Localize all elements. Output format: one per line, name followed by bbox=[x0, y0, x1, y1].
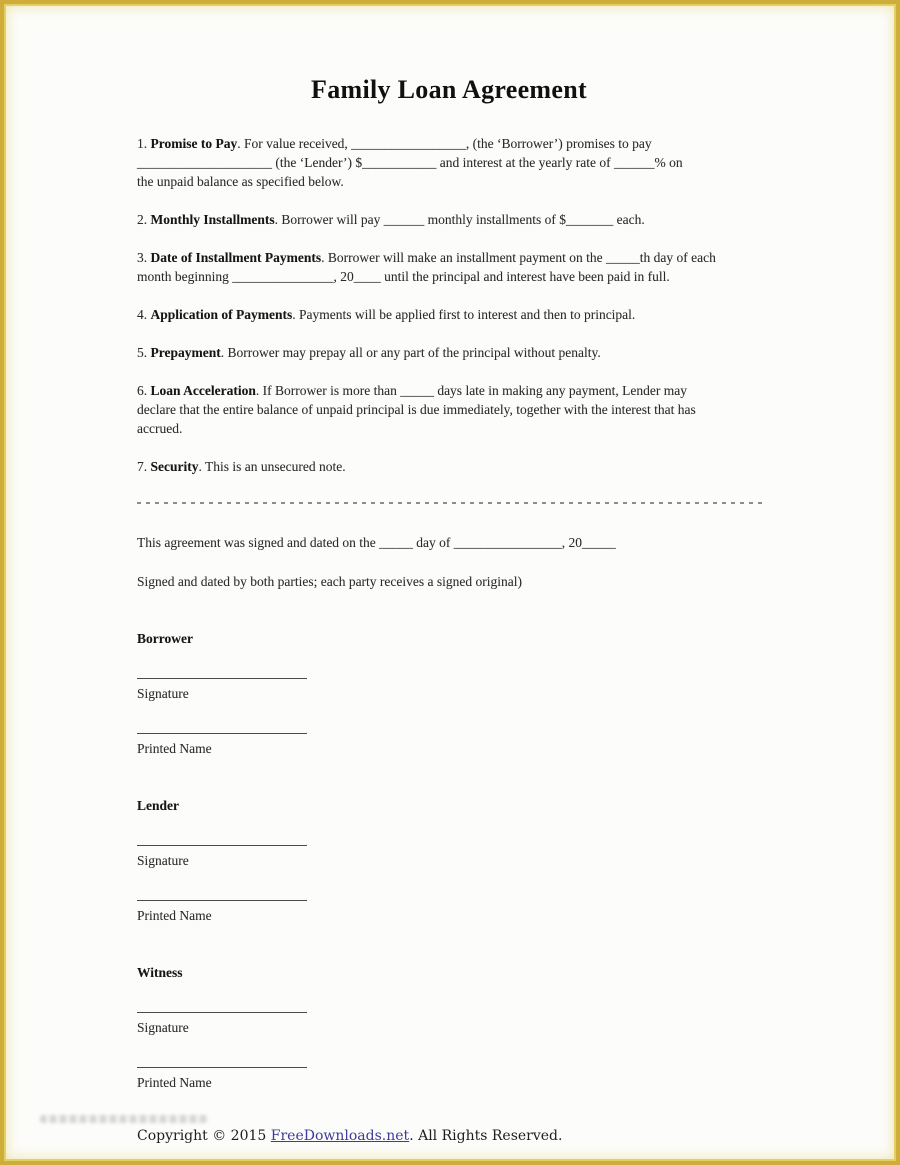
clause-text-line: declare that the entire balance of unpaid principal is due immediately, together with the interest that has bbox=[137, 402, 696, 417]
printed-name-line bbox=[137, 900, 307, 901]
signed-parties-line: Signed and dated by both parties; each party receives a signed original) bbox=[137, 574, 522, 589]
clause-text: . Payments will be applied first to interest and then to principal. bbox=[292, 307, 636, 322]
clause-2 bbox=[137, 210, 761, 229]
clause-4 bbox=[137, 305, 761, 324]
signature-label: Signature bbox=[137, 686, 189, 701]
clause-5 bbox=[137, 343, 761, 362]
clause-heading: Monthly Installments bbox=[150, 212, 275, 227]
printed-name-line bbox=[137, 1067, 307, 1068]
copyright-suffix: . All Rights Reserved. bbox=[409, 1128, 563, 1144]
clause-heading: Promise to Pay bbox=[150, 136, 238, 151]
freedownloads-link[interactable]: FreeDownloads.net bbox=[270, 1128, 410, 1144]
printed-name-line bbox=[137, 733, 307, 734]
clause-text: . For value received, _________________, (the ‘Borrower’) promises to pay bbox=[237, 136, 652, 151]
printed-name-label: Printed Name bbox=[137, 908, 212, 923]
witness-section bbox=[137, 963, 761, 1092]
clause-number: 6. bbox=[137, 383, 148, 398]
clause-number: 1. bbox=[137, 136, 148, 151]
printed-name-label: Printed Name bbox=[137, 1075, 212, 1090]
clause-3 bbox=[137, 248, 761, 286]
signed-dated-line: This agreement was signed and dated on the _____ day of ________________, 20_____ bbox=[137, 535, 616, 550]
document-title: Family Loan Agreement bbox=[311, 75, 587, 104]
clause-text-line: month beginning _______________, 20____ until the principal and interest have been paid in full. bbox=[137, 269, 670, 284]
clause-number: 3. bbox=[137, 250, 148, 265]
clause-heading: Date of Installment Payments bbox=[150, 250, 322, 265]
borrower-section bbox=[137, 629, 761, 758]
copyright-text bbox=[137, 1127, 761, 1145]
signature-label: Signature bbox=[137, 1020, 189, 1035]
clause-number: 5. bbox=[137, 345, 148, 360]
clause-text: . Borrower may prepay all or any part of the principal without penalty. bbox=[220, 345, 601, 360]
signature-label: Signature bbox=[137, 853, 189, 868]
clause-heading: Prepayment bbox=[150, 345, 221, 360]
clause-text-line: the unpaid balance as specified below. bbox=[137, 174, 344, 189]
signature-line bbox=[137, 1012, 307, 1013]
clause-number: 2. bbox=[137, 212, 148, 227]
section-heading-lender: Lender bbox=[137, 798, 179, 813]
clause-7 bbox=[137, 457, 761, 476]
clause-heading: Application of Payments bbox=[150, 307, 293, 322]
clause-text: . This is an unsecured note. bbox=[198, 459, 346, 474]
section-heading-witness: Witness bbox=[137, 965, 183, 980]
clause-number: 4. bbox=[137, 307, 148, 322]
clause-heading: Security bbox=[150, 459, 199, 474]
lender-section bbox=[137, 796, 761, 925]
printed-name-label: Printed Name bbox=[137, 741, 212, 756]
clause-text: . If Borrower is more than _____ days late in making any payment, Lender may bbox=[255, 383, 687, 398]
watermark-smudge bbox=[40, 1115, 208, 1123]
dashed-separator bbox=[137, 502, 767, 504]
clause-6 bbox=[137, 381, 761, 438]
clause-text: . Borrower will pay ______ monthly installments of $_______ each. bbox=[274, 212, 645, 227]
clause-1 bbox=[137, 134, 761, 191]
section-heading-borrower: Borrower bbox=[137, 631, 193, 646]
clause-text-line: accrued. bbox=[137, 421, 183, 436]
signature-line bbox=[137, 678, 307, 679]
clause-text-line: ____________________ (the ‘Lender’) $___________ and interest at the yearly rate of ______% on bbox=[137, 155, 683, 170]
clause-heading: Loan Acceleration bbox=[150, 383, 256, 398]
clause-text: . Borrower will make an installment payment on the _____th day of each bbox=[321, 250, 716, 265]
copyright-prefix: Copyright © 2015 bbox=[137, 1128, 271, 1144]
signature-line bbox=[137, 845, 307, 846]
clause-number: 7. bbox=[137, 459, 148, 474]
